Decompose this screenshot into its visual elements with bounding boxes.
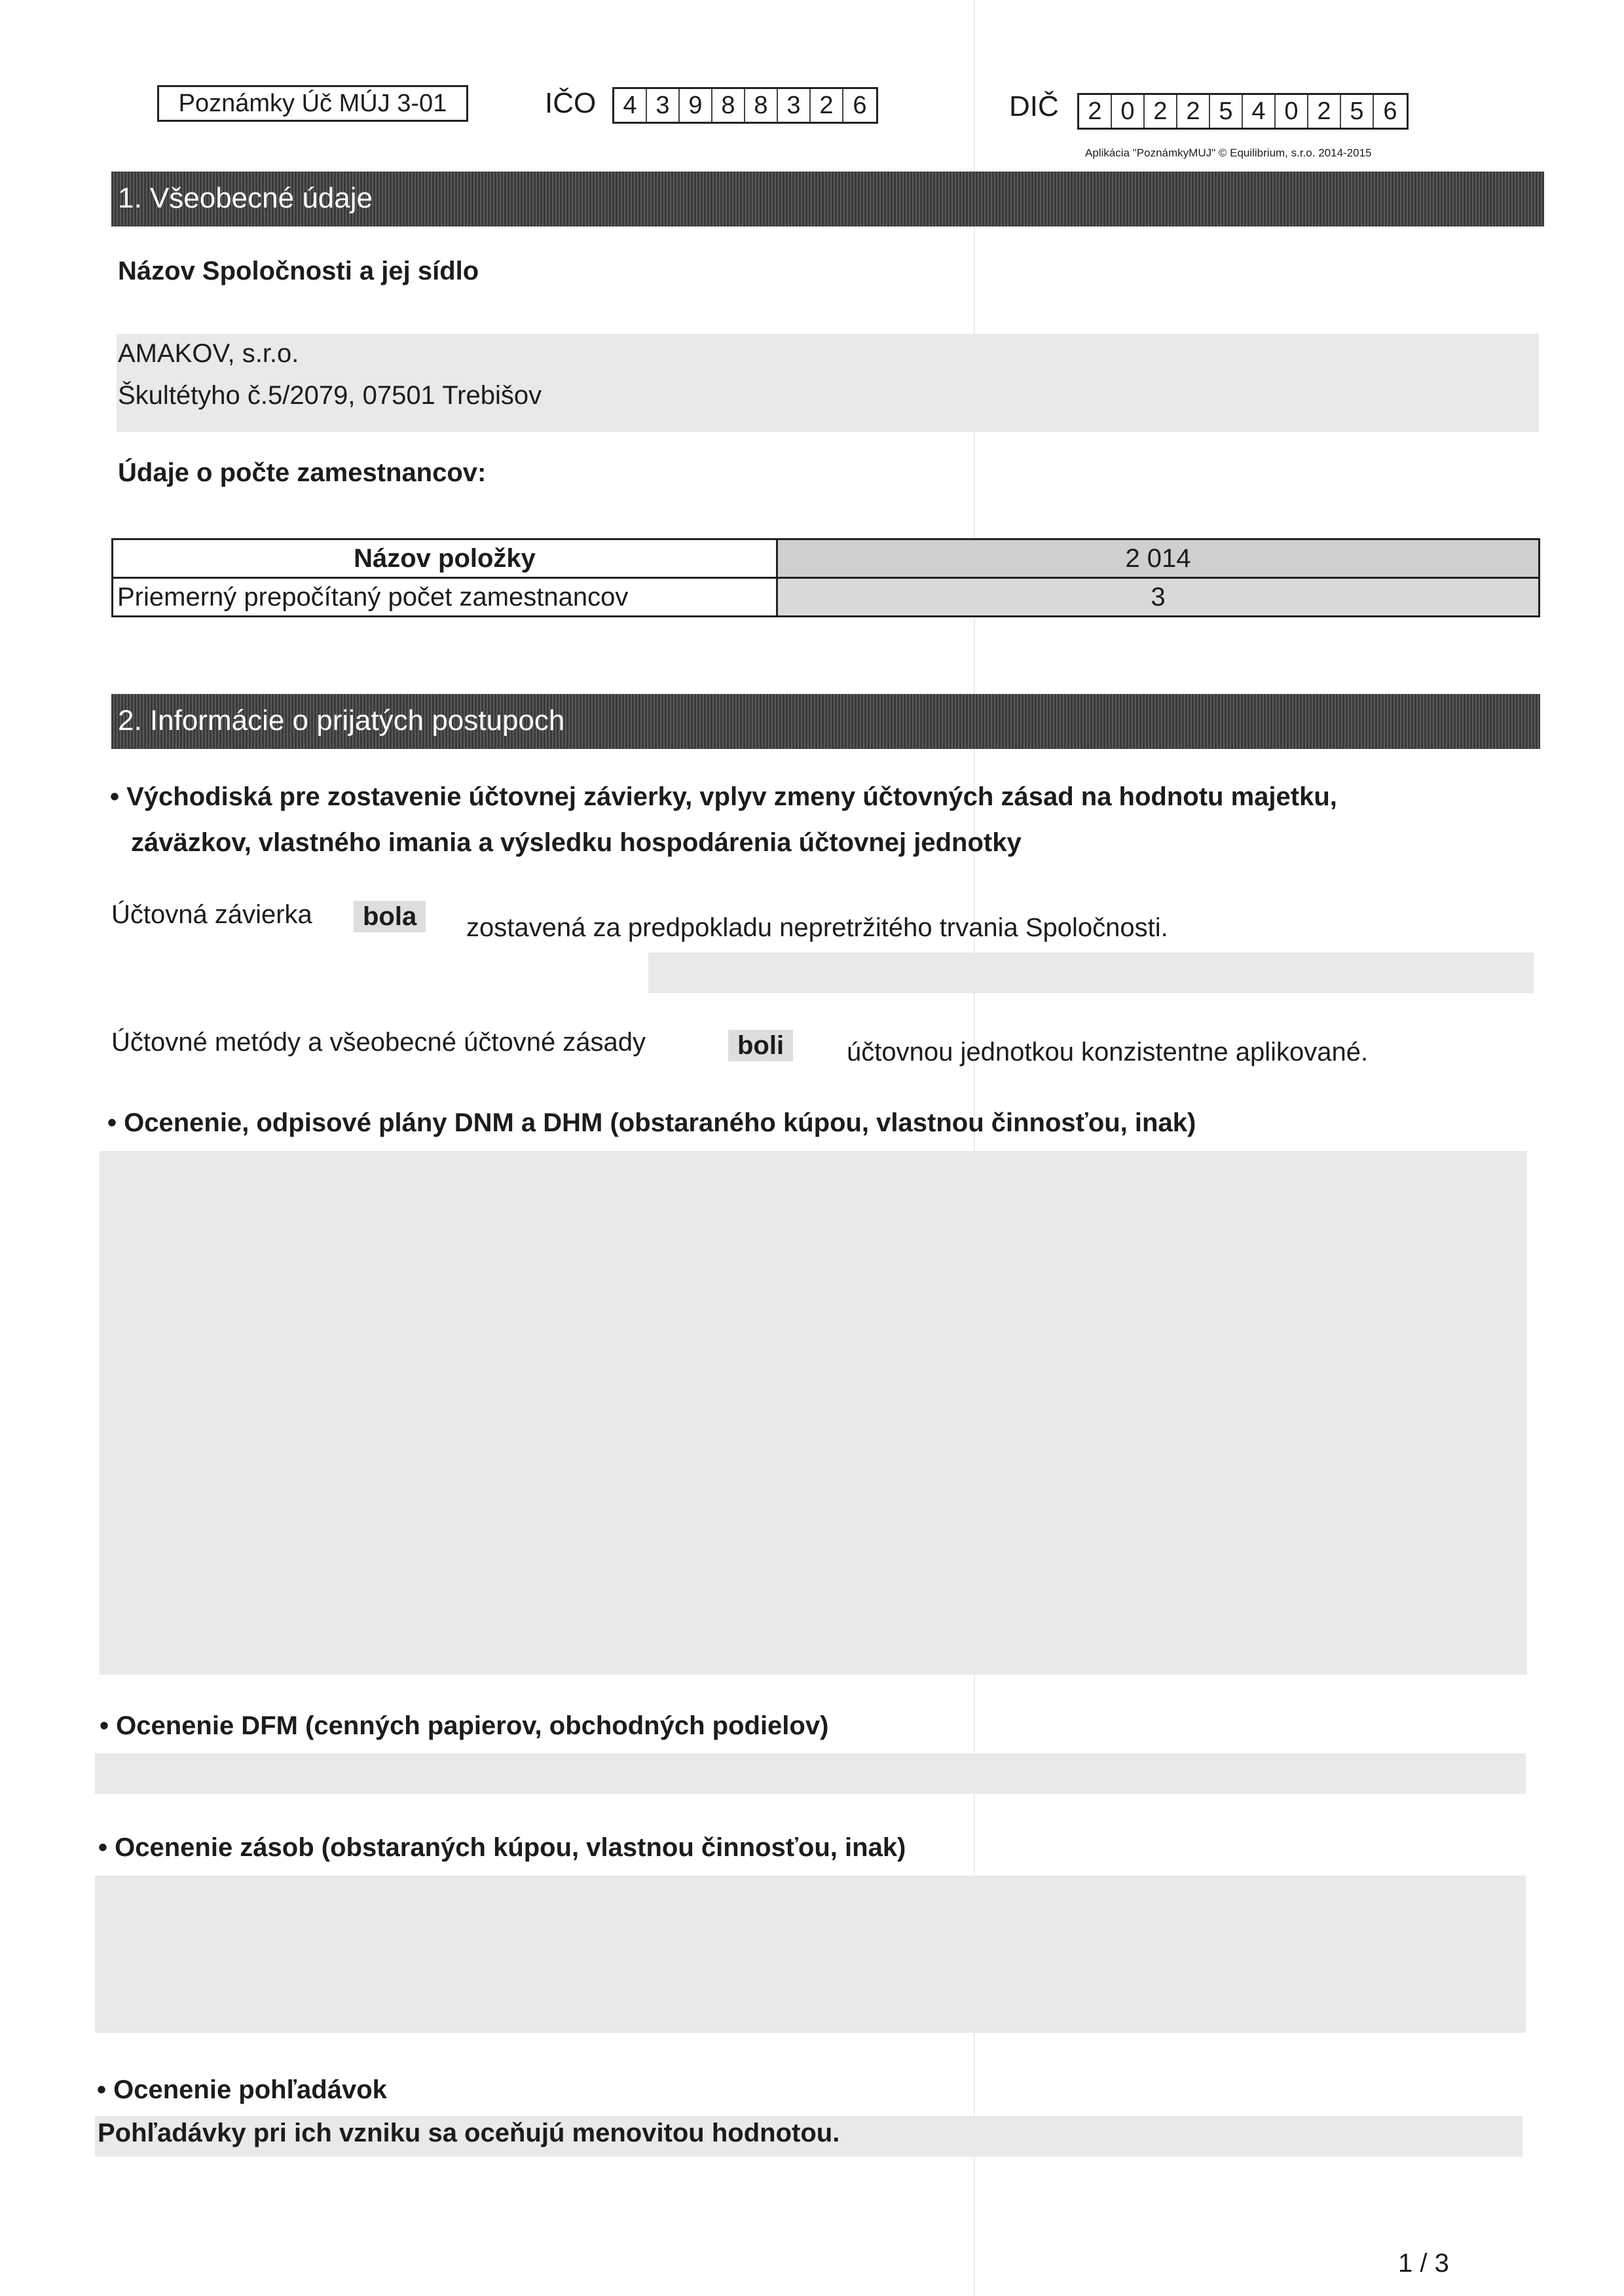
- app-label: Aplikácia "PoznámkyMUJ" © Equilibrium, s.r.o. 2014-2015: [1085, 147, 1372, 159]
- inventory-field: [95, 1876, 1526, 2033]
- table-header-year: 2 014: [777, 539, 1540, 578]
- statement2-value: boli: [728, 1030, 793, 1061]
- company-address: Škultétyho č.5/2079, 07501 Trebišov: [118, 381, 542, 410]
- dic-digit: 4: [1243, 95, 1276, 128]
- ico-digit: 3: [778, 89, 811, 122]
- table-header-item: Názov položky: [113, 539, 777, 578]
- statement1-value-field: [354, 902, 426, 932]
- dnm-dhm-field: [100, 1151, 1527, 1675]
- bullet-dnm-dhm: • Ocenenie, odpisové plány DNM a DHM (obstaraného kúpou, vlastnou činnosťou, inak): [107, 1108, 1196, 1137]
- dic-digit-boxes: [1077, 93, 1409, 130]
- dic-digit: 2: [1145, 95, 1177, 128]
- ico-digit: 8: [712, 89, 745, 122]
- table-row-label: Priemerný prepočítaný počet zamestnancov: [113, 578, 777, 617]
- dic-digit: 5: [1341, 95, 1374, 128]
- dic-digit: 2: [1177, 95, 1210, 128]
- bullet-basis-continued: záväzkov, vlastného imania a výsledku hospodárenia účtovnej jednotky: [131, 828, 1022, 857]
- dic-digit: 0: [1276, 95, 1308, 128]
- statement1-value: bola: [354, 901, 426, 932]
- bullet-dfm: • Ocenenie DFM (cenných papierov, obchodných podielov): [100, 1711, 829, 1740]
- bullet-inventory: • Ocenenie zásob (obstaraných kúpou, vlastnou činnosťou, inak): [98, 1833, 906, 1862]
- ico-digit: 8: [745, 89, 778, 122]
- receivables-field: [95, 2116, 1522, 2157]
- ico-digit: 3: [647, 89, 680, 122]
- dic-digit: 0: [1112, 95, 1145, 128]
- dic-label: DIČ: [1009, 90, 1059, 122]
- statement2-prefix: Účtovné metódy a všeobecné účtovné zásady: [111, 1028, 646, 1057]
- company-heading: Názov Spoločnosti a jej sídlo: [118, 257, 479, 285]
- dic-digit: 5: [1210, 95, 1243, 128]
- section2-title-bar: 2. Informácie o prijatých postupoch: [111, 694, 1540, 749]
- ico-digit: 2: [811, 89, 843, 122]
- bullet-receivables: • Ocenenie pohľadávok: [97, 2075, 387, 2104]
- company-name: AMAKOV, s.r.o.: [118, 339, 299, 368]
- employees-heading: Údaje o počte zamestnancov:: [118, 458, 487, 487]
- statement1-suffix: zostavená za predpokladu nepretržitého trvania Spoločnosti.: [466, 913, 1168, 942]
- form-name-box: Poznámky Úč MÚJ 3-01: [157, 85, 468, 122]
- receivables-text: Pohľadávky pri ich vzniku sa oceňujú menovitou hodnotou.: [98, 2119, 840, 2147]
- ico-digit: 6: [853, 92, 867, 119]
- ico-label: IČO: [545, 87, 597, 119]
- statement1-prefix: Účtovná závierka: [111, 900, 312, 929]
- statement2-suffix: účtovnou jednotkou konzistentne aplikované.: [847, 1038, 1369, 1066]
- ico-digit: 9: [680, 89, 712, 122]
- section1-title-bar: 1. Všeobecné údaje: [111, 172, 1544, 227]
- statement1-extra-field: [648, 953, 1534, 993]
- dic-digit: 6: [1383, 98, 1397, 125]
- page-number: 1 / 3: [1398, 2249, 1449, 2278]
- employees-table: [111, 538, 1540, 617]
- ico-digit: 4: [614, 89, 647, 122]
- bullet-basis: • Východiská pre zostavenie účtovnej závierky, vplyv zmeny účtovných zásad na hodnotu majetku,: [110, 782, 1337, 811]
- company-info-field: [117, 334, 1539, 432]
- dic-digit: 2: [1079, 95, 1112, 128]
- dfm-field: [95, 1753, 1526, 1794]
- table-row-value: 3: [777, 578, 1540, 617]
- dic-digit: 2: [1308, 95, 1341, 128]
- statement2-value-field: [728, 1031, 793, 1061]
- ico-digit-boxes: [612, 87, 878, 124]
